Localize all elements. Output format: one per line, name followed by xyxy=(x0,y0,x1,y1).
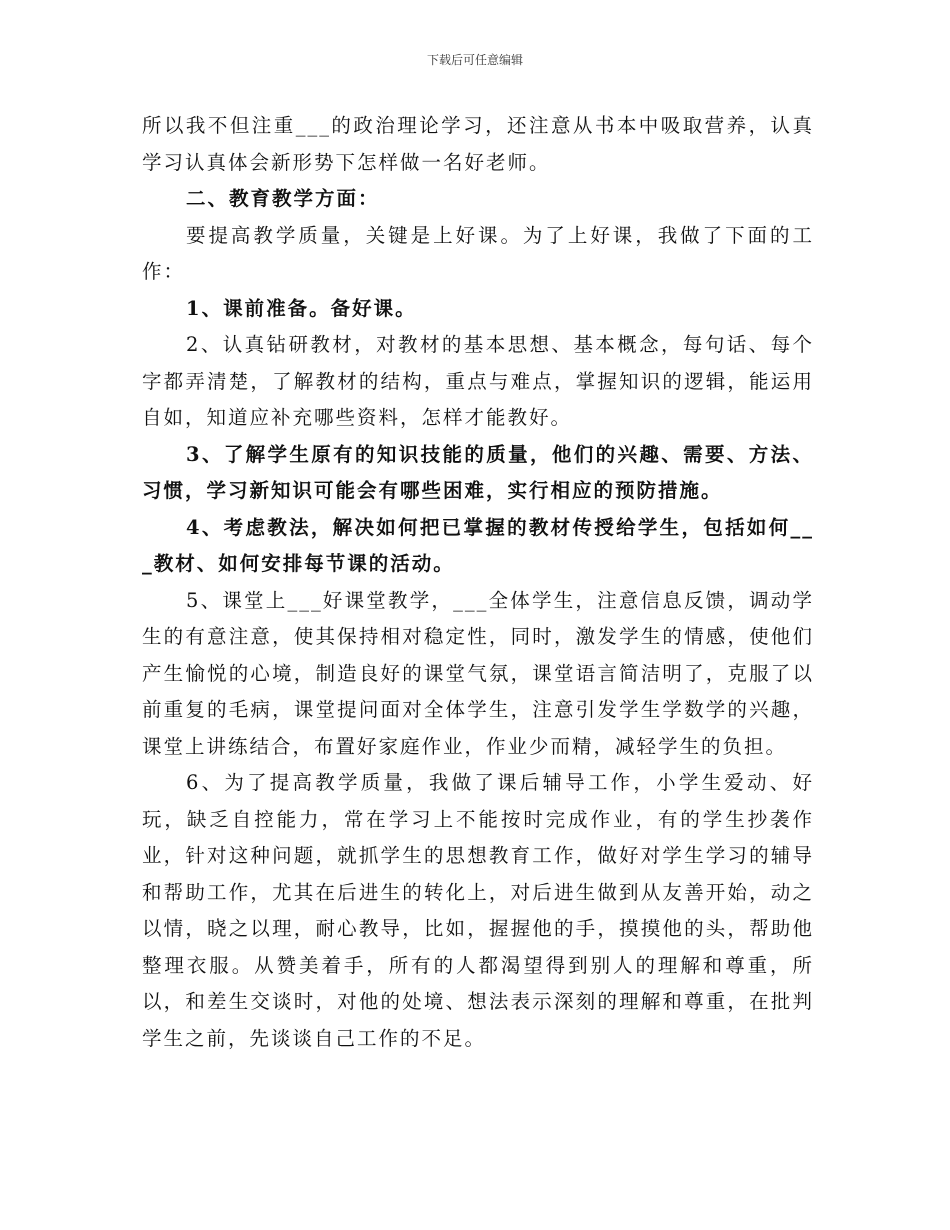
item-3-understand-students: 3、了解学生原有的知识技能的质量，他们的兴趣、需要、方法、习惯，学习新知识可能会有哪些困难，实行相应的预防措施。 xyxy=(142,442,814,502)
paragraph-intro: 所以我不但注重___的政治理论学习，还注意从书本中吸取营养，认真学习认真体会新形势下怎样做一名好老师。 xyxy=(142,114,814,174)
paragraph-teaching-quality: 要提高教学质量，关键是上好课。为了上好课，我做了下面的工作： xyxy=(142,223,814,283)
page-header: 下载后可任意编辑 xyxy=(426,53,523,67)
item-2-study-materials: 2、认真钻研教材，对教材的基本思想、基本概念，每句话、每个字都弄清楚，了解教材的结构，重点与难点，掌握知识的逻辑，能运用自如，知道应补充哪些资料，怎样才能教好。 xyxy=(142,333,814,429)
item-6-after-class-tutoring: 6、为了提高教学质量，我做了课后辅导工作，小学生爱动、好玩，缺乏自控能力，常在学习上不能按时完成作业，有的学生抄袭作业，针对这种问题，就抓学生的思想教育工作，做好对学生学习的辅导和帮助工作，尤其在后进生的转化上，对后进生做到从友善开始，动之以情，晓之以理，耐心教导，比如，握握他的手，摸摸他的头，帮助他整理衣服。从赞美着手，所有的人都渴望得到别人的理解和尊重，所以，和差生交谈时，对他的处境、想法表示深刻的理解和尊重，在批判学生之前，先谈谈自己工作的不足。 xyxy=(142,771,814,1050)
item-5-classroom: 5、课堂上___好课堂教学，___全体学生，注意信息反馈，调动学生的有意注意，使其保持相对稳定性，同时，激发学生的情感，使他们产生愉悦的心境，制造良好的课堂气氛，课堂语言简洁明了，克服了以前重复的毛病，课堂提问面对全体学生，注意引发学生学数学的兴趣，课堂上讲练结合，布置好家庭作业，作业少而精，减轻学生的负担。 xyxy=(142,588,814,758)
section-heading-teaching: 二、教育教学方面： xyxy=(186,187,380,210)
document-body xyxy=(142,108,814,1057)
item-4-teaching-methods: 4、考虑教法，解决如何把已掌握的教材传授给学生，包括如何___教材、如何安排每节课的活动。 xyxy=(142,515,814,575)
item-1-lesson-prep: 1、课前准备。备好课。 xyxy=(186,296,417,320)
